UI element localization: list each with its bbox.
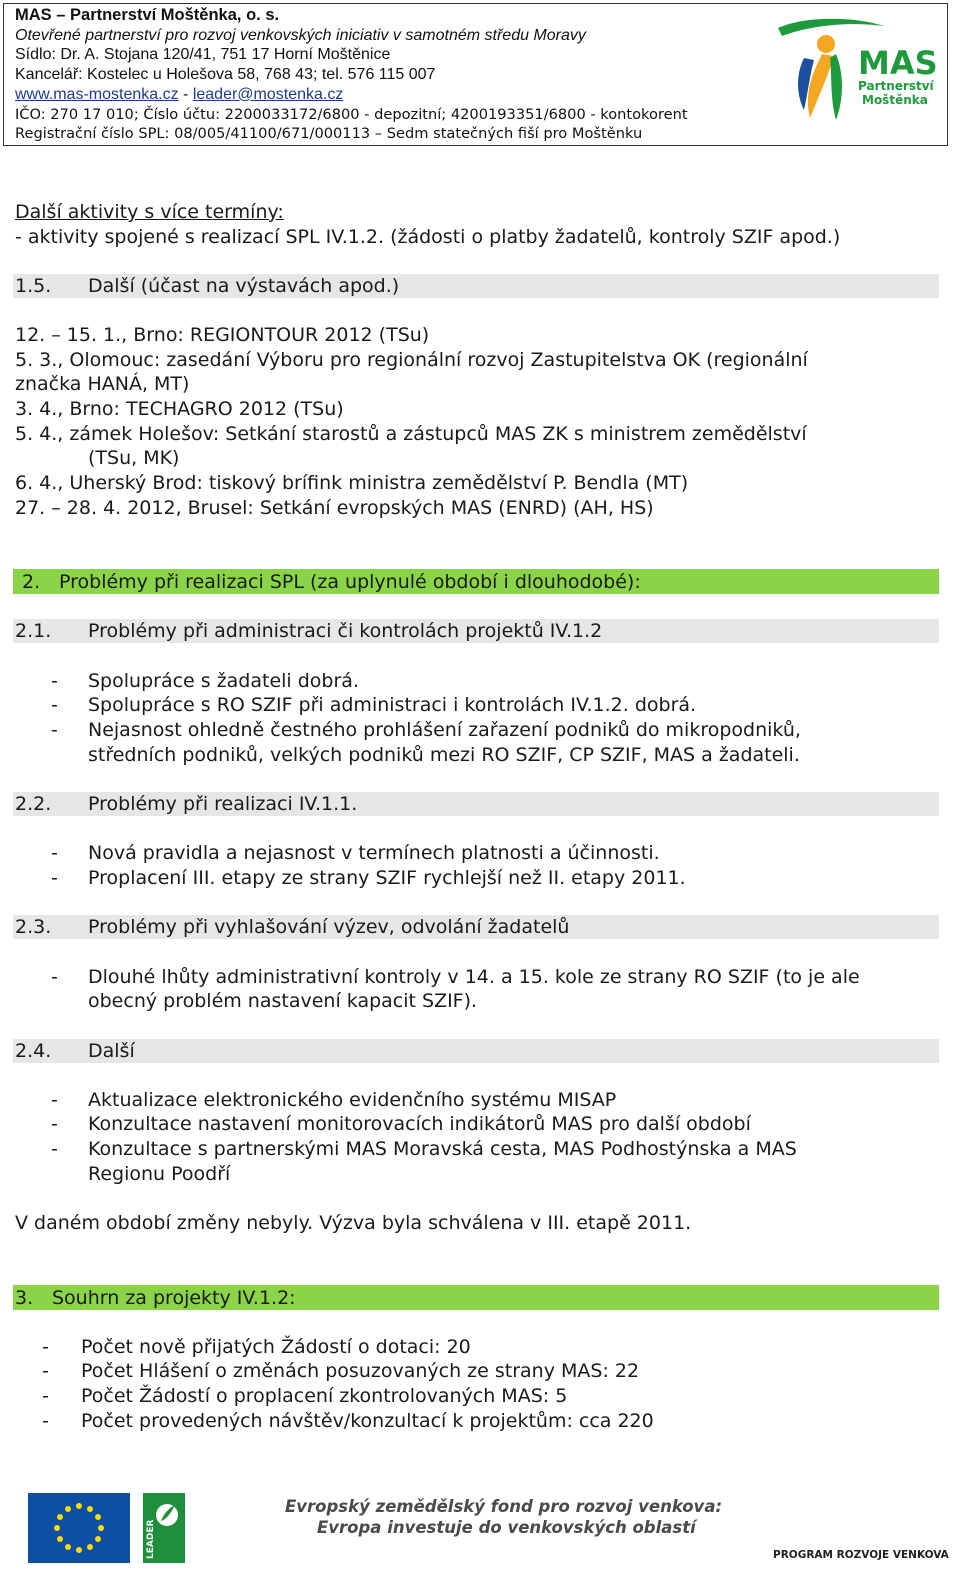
- list-item: Konzultace nastavení monitorovacích indikátorů MAS pro další období: [88, 1113, 751, 1135]
- section-2-4-bar: [13, 1039, 939, 1063]
- list-item: Konzultace s partnerskými MAS Moravská cesta, MAS Podhostýnska a MAS: [88, 1138, 797, 1160]
- letterhead: [3, 3, 948, 146]
- section-2-3-number: 2.3.: [15, 916, 52, 938]
- section-2-1-title: Problémy při administraci či kontrolách projektů IV.1.2: [88, 620, 603, 642]
- list-item: Spolupráce s RO SZIF při administraci i kontrolách IV.1.2. dobrá.: [88, 694, 697, 716]
- logo-line2: Moštěnka: [862, 93, 928, 107]
- bullet-dash: -: [42, 1336, 49, 1358]
- bullet-dash: -: [51, 867, 58, 889]
- logo-word: MAS: [858, 44, 938, 82]
- more-activities-heading: Další aktivity s více termíny:: [15, 201, 284, 223]
- list-item: Nová pravidla a nejasnost v termínech platnosti a účinnosti.: [88, 842, 660, 864]
- list-item: Dlouhé lhůty administrativní kontroly v 14. a 15. kole ze strany RO SZIF (to je ale: [88, 966, 860, 988]
- leader-logo: [143, 1493, 185, 1563]
- section-3-title: Souhrn za projekty IV.1.2:: [52, 1287, 296, 1309]
- section-2-4-number: 2.4.: [15, 1040, 52, 1062]
- section-2-number: 2.: [22, 571, 41, 593]
- org-name: MAS – Partnerství Moštěnka, o. s.: [15, 6, 280, 24]
- org-ids: IČO: 270 17 010; Číslo účtu: 2200033172/6800 - depozitní; 4200193351/6800 - kontokorent: [15, 105, 688, 123]
- program-label: PROGRAM ROZVOJE VENKOVA: [773, 1549, 949, 1561]
- bullet-dash: -: [42, 1385, 49, 1407]
- list-item-continued: středních podniků, velkých podniků mezi RO SZIF, CP SZIF, MAS a žadateli.: [88, 744, 800, 766]
- org-seat: Sídlo: Dr. A. Stojana 120/41, 751 17 Horní Moštěnice: [15, 46, 391, 64]
- org-tagline: Otevřené partnerství pro rozvoj venkovských iniciativ v samotném středu Moravy: [15, 26, 586, 44]
- event-item-continued: značka HANÁ, MT): [15, 373, 190, 395]
- list-item: Aktualizace elektronického evidenčního systému MISAP: [88, 1089, 617, 1111]
- bullet-dash: -: [42, 1360, 49, 1382]
- logo-figure-green: [830, 54, 842, 120]
- org-office: Kancelář: Kostelec u Holešova 58, 768 43; tel. 576 115 007: [15, 66, 436, 84]
- section-2-3-title: Problémy při vyhlašování výzev, odvolání žadatelů: [88, 916, 570, 938]
- logo-swoosh-green: [778, 19, 884, 36]
- leader-word: LEADER: [146, 1519, 156, 1559]
- bullet-dash: -: [51, 670, 58, 692]
- eu-flag-icon: [28, 1493, 130, 1563]
- bullet-dash: -: [51, 966, 58, 988]
- mas-logo: [774, 14, 944, 124]
- eafrd-line-2: Evropa investuje do venkovských oblastí: [317, 1518, 696, 1537]
- logo-sun-icon: [817, 35, 835, 53]
- section-1-5-title: Další (účast na výstavách apod.): [88, 275, 400, 297]
- section-2-2-title: Problémy při realizaci IV.1.1.: [88, 793, 358, 815]
- section-3-number: 3.: [15, 1287, 34, 1309]
- summary-item: Počet Žádostí o proplacení zkontrolovaných MAS: 5: [81, 1385, 568, 1407]
- list-item-continued: Regionu Poodří: [88, 1163, 231, 1185]
- section-2-4-title: Další: [88, 1040, 135, 1062]
- bullet-dash: -: [51, 1089, 58, 1111]
- eafrd-line-1: Evropský zemědělský fond pro rozvoj venkova:: [285, 1497, 723, 1516]
- org-registration: Registrační číslo SPL: 08/005/41100/671/000113 – Sedm statečných fiší pro Moštěnku: [15, 125, 643, 143]
- bullet-dash: -: [51, 842, 58, 864]
- org-contacts: [15, 85, 755, 105]
- more-activities-line: - aktivity spojené s realizací SPL IV.1.2. (žádosti o platby žadatelů, kontroly SZIF apod.): [15, 226, 841, 248]
- event-item-continued: (TSu, MK): [88, 447, 180, 469]
- summary-item: Počet provedených návštěv/konzultací k projektům: cca 220: [81, 1410, 654, 1432]
- email-link[interactable]: leader@mostenka.cz: [192, 85, 344, 103]
- event-item: 3. 4., Brno: TECHAGRO 2012 (TSu): [15, 398, 344, 420]
- list-item: Nejasnost ohledně čestného prohlášení zařazení podniků do mikropodniků,: [88, 719, 801, 741]
- web-link[interactable]: www.mas-mostenka.cz: [15, 85, 179, 103]
- event-item: 27. – 28. 4. 2012, Brusel: Setkání evropských MAS (ENRD) (AH, HS): [15, 497, 654, 519]
- list-item: Spolupráce s žadateli dobrá.: [88, 670, 359, 692]
- event-item: 12. – 15. 1., Brno: REGIONTOUR 2012 (TSu): [15, 324, 430, 346]
- event-item: 5. 4., zámek Holešov: Setkání starostů a zástupců MAS ZK s ministrem zemědělství: [15, 423, 807, 445]
- bullet-dash: -: [51, 719, 58, 741]
- section-2-1-number: 2.1.: [15, 620, 52, 642]
- list-item-continued: obecný problém nastavení kapacit SZIF).: [88, 990, 478, 1012]
- summary-item: Počet nově přijatých Žádostí o dotaci: 20: [81, 1336, 471, 1358]
- bullet-dash: -: [51, 694, 58, 716]
- bullet-dash: -: [51, 1113, 58, 1135]
- bullet-dash: -: [42, 1410, 49, 1432]
- section-2-2-number: 2.2.: [15, 793, 52, 815]
- section-1-5-number: 1.5.: [15, 275, 52, 297]
- event-item: 6. 4., Uherský Brod: tiskový brífink ministra zemědělství P. Bendla (MT): [15, 472, 689, 494]
- section-2-title: Problémy při realizaci SPL (za uplynulé období i dlouhodobé):: [59, 571, 641, 593]
- letterhead-text: [15, 6, 755, 144]
- event-item: 5. 3., Olomouc: zasedání Výboru pro regionální rozvoj Zastupitelstva OK (regionální: [15, 349, 808, 371]
- summary-item: Počet Hlášení o změnách posuzovaných ze strany MAS: 22: [81, 1360, 640, 1382]
- list-item: Proplacení III. etapy ze strany SZIF rychlejší než II. etapy 2011.: [88, 867, 686, 889]
- bullet-dash: -: [51, 1138, 58, 1160]
- logo-line1: Partnerství: [858, 79, 934, 93]
- contact-separator: -: [178, 85, 193, 103]
- period-note: V daném období změny nebyly. Výzva byla schválena v III. etapě 2011.: [15, 1212, 692, 1234]
